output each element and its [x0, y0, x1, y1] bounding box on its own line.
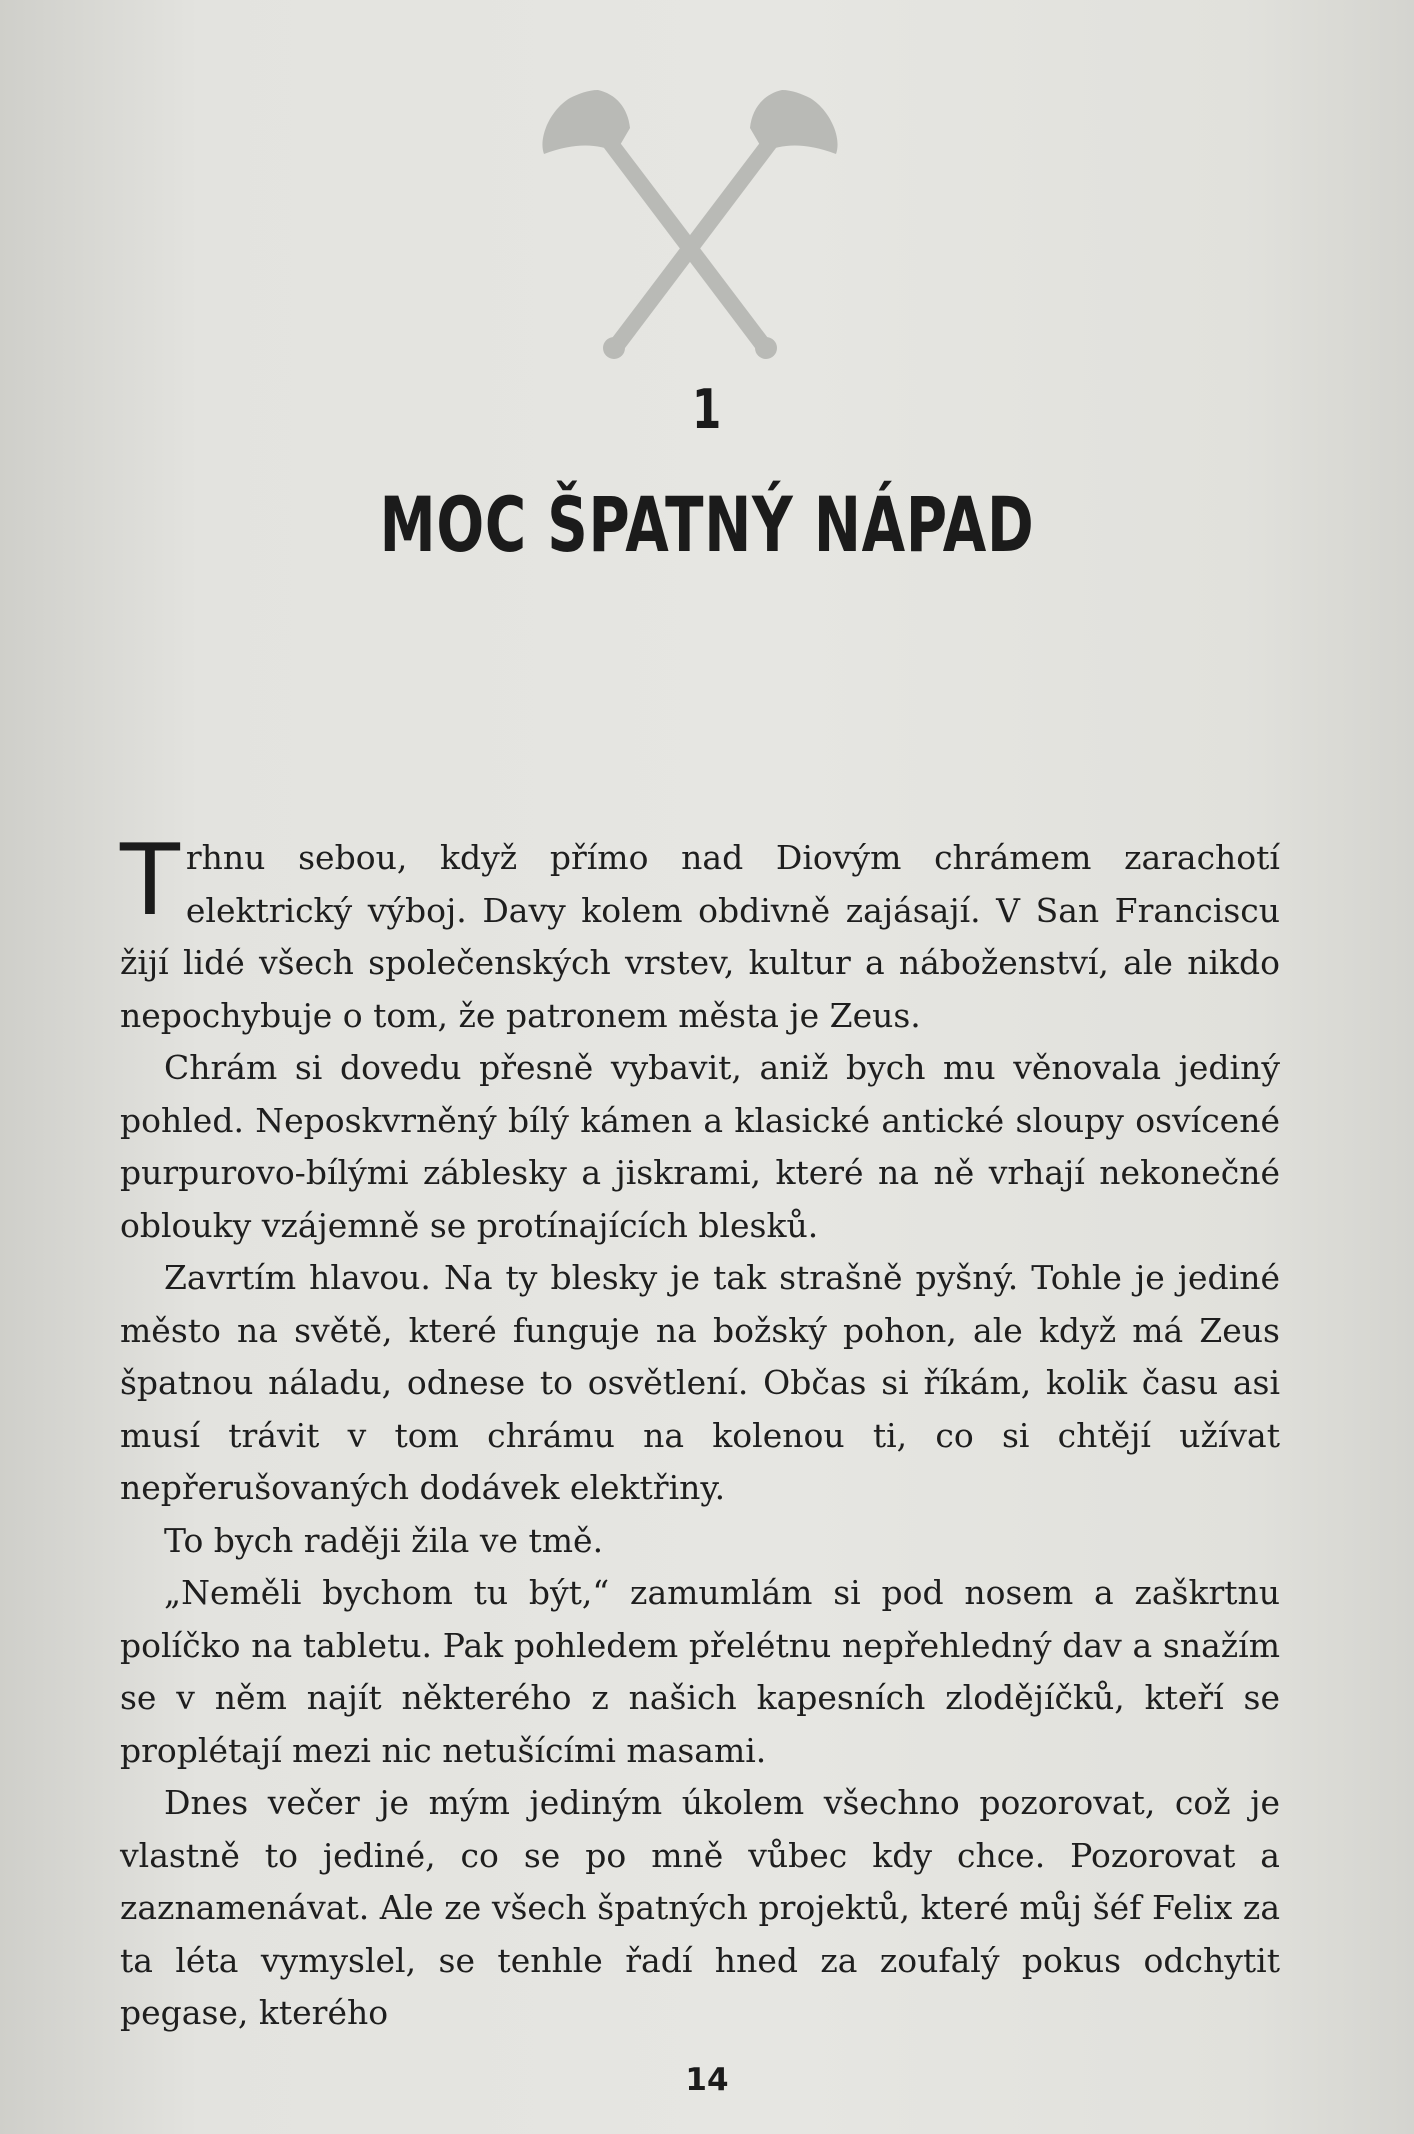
paragraph-text: rhnu sebou, když přímo nad Diovým chrámem zarachotí elektrický výboj. Davy kolem obdivně zajásají. V San Franciscu žijí lidé všech společenských vrstev, kultur a náboženství, ale nikdo nepochybuje o tom, že patronem města je Zeus.: [120, 838, 1280, 1035]
chapter-title: MOC ŠPATNÝ NÁPAD: [379, 480, 1035, 569]
paragraph: Chrám si dovedu přesně vybavit, aniž bych mu věnovala jediný pohled. Neposkvrněný bílý kámen a klasické antické sloupy osvícené purpurovo-bílými záblesky a jiskrami, které na ně vrhají nekonečné oblouky vzájemně se protínajících blesků.: [120, 1048, 1280, 1245]
paragraph: Zavrtím hlavou. Na ty blesky je tak strašně pyšný. Tohle je jediné město na světě, které funguje na božský pohon, ale když má Zeus špatnou náladu, odnese to osvětlení. Občas si říkám, kolik času asi musí trávit v tom chrámu na kolenou ti, co si chtějí užívat nepřerušovaných dodávek elektřiny.: [120, 1258, 1280, 1507]
page-number: 14: [685, 2062, 729, 2098]
chapter-body: [120, 824, 1280, 2040]
paragraph: To bych raději žila ve tmě.: [164, 1520, 604, 1560]
paragraph: Dnes večer je mým jediným úkolem všechno pozorovat, což je vlastně to jediné, co se po mně vůbec kdy chce. Pozorovat a zaznamenávat. Ale ze všech špatných projektů, které můj šéf Felix za ta léta vymyslel, se tenhle řadí hned za zoufalý pokus odchytit pegase, kterého: [120, 1783, 1280, 2032]
chapter-number: 1: [691, 378, 723, 441]
drop-cap: T: [120, 824, 180, 938]
paragraph: „Neměli bychom tu být,“ zamumlám si pod nosem a zaškrtnu políčko na tabletu. Pak pohledem přelétnu nepřehledný dav a snažím se v něm najít některého z našich kapesních zlodějíčků, kteří se proplétají mezi nic netušícími masami.: [120, 1573, 1280, 1770]
paragraph: [120, 824, 1280, 1042]
crossed-axes-icon: [520, 80, 860, 380]
